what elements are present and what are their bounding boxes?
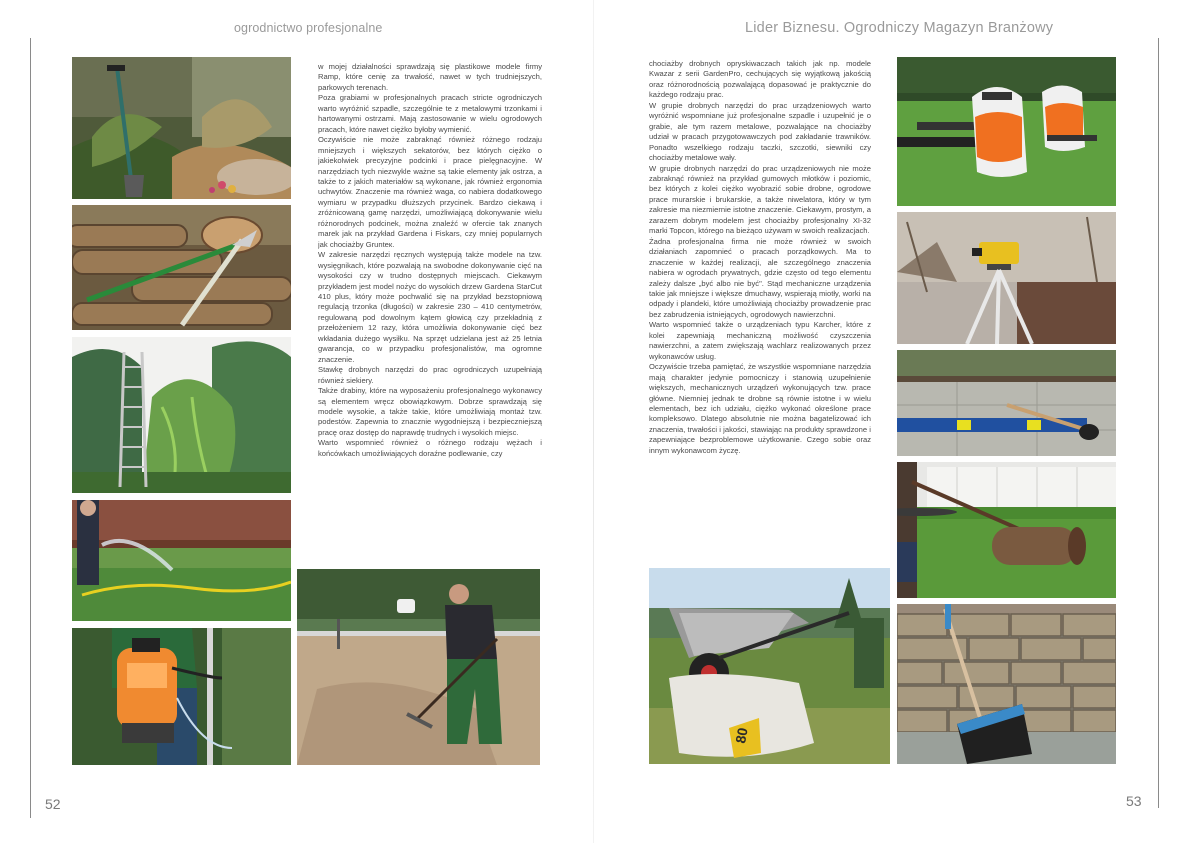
loppers-photo (72, 205, 291, 330)
right-margin-rule (1158, 38, 1159, 808)
wheelbarrow-photo (649, 568, 890, 764)
spade-photo (72, 57, 291, 199)
right-paragraph: Warto wspomnieć także o urządzeniach typu Karcher, które z kolei zapewniają mechaniczną możliwość czyszczenia nawierzchni, a zatem zwiększają wachlarz realizowanych przez wykonawców usług. (649, 320, 871, 361)
left-article-column (318, 62, 542, 548)
right-paragraph: chociażby drobnych opryskiwaczach takich jak np. modele Kwazar z serii GardenPro, cechujących się wyjątkową jakością oraz różnorodnością pozwalającą dopasować je praktycznie do każdego rodzaju prac. (649, 59, 871, 100)
broom-photo (897, 604, 1116, 764)
ladder-photo (72, 337, 291, 493)
left-paragraph: Poza grabiami w profesjonalnych pracach stricte ogrodniczych warto wyróżnić szpadle, szczególnie te z metalowymi trzonkami i hartowanymi ostrzami. Mają zastosowanie w wielu ogrodowych pracach, które nawet ciężko byłoby wymienić. (318, 93, 542, 134)
level-instrument-photo (897, 212, 1116, 344)
left-paragraph: W zakresie narzędzi ręcznych występują także modele na tzw. wysięgnikach, które pozwalają na swobodne dokonywanie cięć na wysokości czy w trudno dostępnych miejscach. Ciekawym przykładem jest model nożyc do wysokich drzew Gardena StarCut 410 plus, który może pochwalić się na przykład bezstopniową regulacją trzonka (długości) w zakresie 230 – 410 centymetrów, regulowaną pod dowolnym kątem głowicą czy przekładnią z przełożeniem 12 razy, która umożliwia dokonywanie cięć bez wkładania dużego wysiłku. Na sprzęt udzielana jest aż 25 letnia gwarancja, co w przypadku profesjonalistów, ma ogromne znaczenie. (318, 250, 542, 364)
page-gutter (593, 0, 594, 843)
hose-photo (72, 500, 291, 621)
sack-label: 80 (732, 726, 751, 745)
left-paragraph: Oczywiście nie może zabraknąć również różnego rodzaju mniejszych i większych sekatorów, bez których ciężko o jakiekolwiek precyzyjne podcinki i prace pielęgnacyjne. W narzędziach tych niezwykle ważne są takie elementy jak ostrza, a także to z jakich materiałów są wykonane, jak również ergonomia uchwytów. Znaczenie ma również waga, co nabiera dodatkowego wymiaru w przypadku dłuższych przycinek. Bardzo ciekawą i zróżnicowaną gamę narzędzi, umożliwiającą dokonywanie wielu różnorodnych podcinek, można znaleźć w ofercie tak znanych marek jak na przykład Gardena i Fiskars, czy mniej popularnych jak chociażby Grunteк. (318, 135, 542, 249)
right-article-column (649, 59, 871, 545)
blowers-photo (897, 57, 1116, 206)
left-page-header: ogrodnictwo profesjonalne (234, 21, 383, 35)
left-paragraph: Warto wspomnieć również o różnego rodzaju wężach i końcówkach umożliwiających doraźne podlewanie, czy (318, 438, 542, 458)
right-page-header: Lider Biznesu. Ogrodniczy Magazyn Branżowy (745, 20, 1054, 36)
roller-photo (897, 462, 1116, 598)
right-paragraph: Żadna profesjonalna firma nie może również w swoich działaniach zapomnieć o pracach porządkowych. Ma to znaczenie w każdej realizacji, ale szczególnego znaczenia nabiera w ogrodach prywatnych, gdzie często od tego elementu zależy dalsze „być albo nie być". Stąd mechaniczne urządzenia takie jak mniejsze i większe dmuchawy, wspierają miotły, worki na odpady i plandeki, które umożliwiają chociażby prowadzenie prac bez zabrudzenia istniejących, ogrodowych nawierzchni. (649, 236, 871, 319)
raking-photo (297, 569, 540, 765)
left-paragraph: w mojej działalności sprawdzają się plastikowe modele firmy Ramp, które cenię za trwałość, nawet w tych trudniejszych, parkowych terenach. (318, 62, 542, 92)
right-paragraph: Oczywiście trzeba pamiętać, że wszystkie wspomniane narzędzia mają charakter jedynie pomocniczy i stanowią uzupełnienie większych, mechanicznych urządzeń wykonujących tzw. prace główne. Niemniej jednak te drobne są równie istotne i w wielu elementach, bez ich udziału, ciężko wykonać określone prace kompleksowo. Dlatego absolutnie nie można bagatelizować ich znaczenia, trwałości i jakości, stawiając na produkty sprawdzone i zapewniające bezproblemowe użytkowanie. Czego sobie oraz innym wykonawcom życzę. (649, 362, 871, 455)
right-paragraph: W grupie drobnych narzędzi do prac urządzeniowych warto wyróżnić wspomniane już profesjonalne szpadle i uzupełnić je o grabie, ale tym razem metalowe, pozwalające na chociażby udział w pracach przygotowawczych pod zakładanie trawników. Ponadto wszelkiego rodzaju taczki, szczotki, siewniki czy chociażby metalowe wały. (649, 100, 871, 163)
right-paragraph: W grupie drobnych narzędzi do prac urządzeniowych nie może zabraknąć również na przykład gumowych młotków i poziomic, bez których z kolei ciężko wyobrazić sobie drobne, ogrodowe prace murarskie i brukarskie, a także niwelatora, który w tym zakresie ma niezmiernie istotne znaczenie. Ciekawym, prostym, a zarazem dobrym modelem jest chociażby profesjonalny XI-32 marki Topcon, którego na bieżąco używam w swoich realizacjach. (649, 163, 871, 236)
spirit-level-photo (897, 350, 1116, 456)
left-page-number: 52 (45, 796, 61, 812)
left-paragraph: Stawkę drobnych narzędzi do prac ogrodniczych uzupełniają również siekiery. (318, 365, 542, 385)
left-margin-rule (30, 38, 31, 818)
sprayer-photo (72, 628, 291, 765)
right-page-number: 53 (1126, 793, 1142, 809)
left-paragraph: Także drabiny, które na wyposażeniu profesjonalnego wykonawcy są elementem wręcz obowiązkowym. Dobrze sprawdzają się modele wysokie, a także takie, które umożliwiają montaż tzw. podestów. Zapewnia to znacznie wygodniejszą i bezpieczniejszą pracę oraz dostęp do naprawdę trudnych i wysokich miejsc. (318, 386, 542, 437)
